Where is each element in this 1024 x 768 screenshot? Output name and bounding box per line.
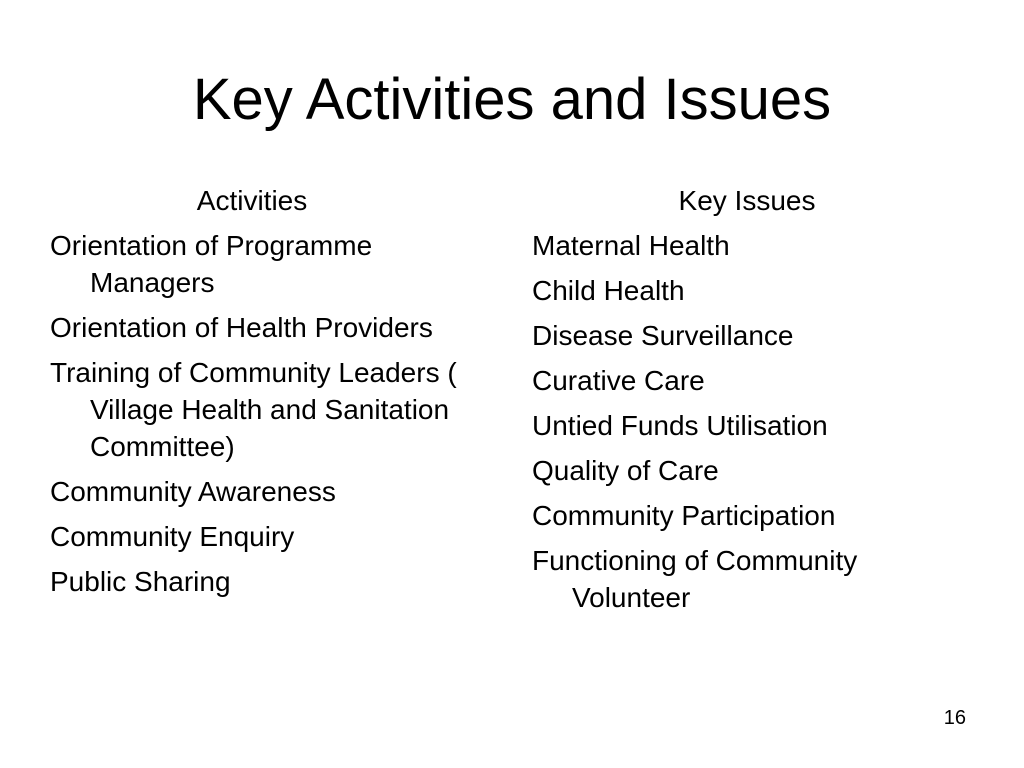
- activities-item: Public Sharing: [50, 566, 231, 597]
- activities-heading: Activities: [196, 185, 308, 216]
- activities-item: Training of Community Leaders ( Village Health and Sanitation Committee): [50, 357, 457, 462]
- activities-item: Orientation of Programme Managers: [50, 230, 373, 298]
- key-issues-item: Disease Surveillance: [532, 320, 794, 351]
- activities-item: Community Awareness: [50, 476, 336, 507]
- key-issues-column: [532, 182, 972, 624]
- activities-item: Orientation of Health Providers: [50, 312, 433, 343]
- activities-list: [50, 227, 490, 600]
- key-issues-item: Maternal Health: [532, 230, 730, 261]
- key-issues-item: Quality of Care: [532, 455, 719, 486]
- key-issues-item: Functioning of Community Volunteer: [532, 545, 858, 613]
- key-issues-item: Untied Funds Utilisation: [532, 410, 828, 441]
- key-issues-heading: Key Issues: [678, 185, 816, 216]
- page-number: 16: [943, 707, 966, 729]
- key-issues-item: Community Participation: [532, 500, 836, 531]
- activities-item: Community Enquiry: [50, 521, 295, 552]
- key-issues-item: Child Health: [532, 275, 685, 306]
- key-issues-item: Curative Care: [532, 365, 705, 396]
- slide-title: Key Activities and Issues: [192, 67, 832, 132]
- key-issues-list: [532, 227, 972, 616]
- activities-column: [50, 182, 490, 608]
